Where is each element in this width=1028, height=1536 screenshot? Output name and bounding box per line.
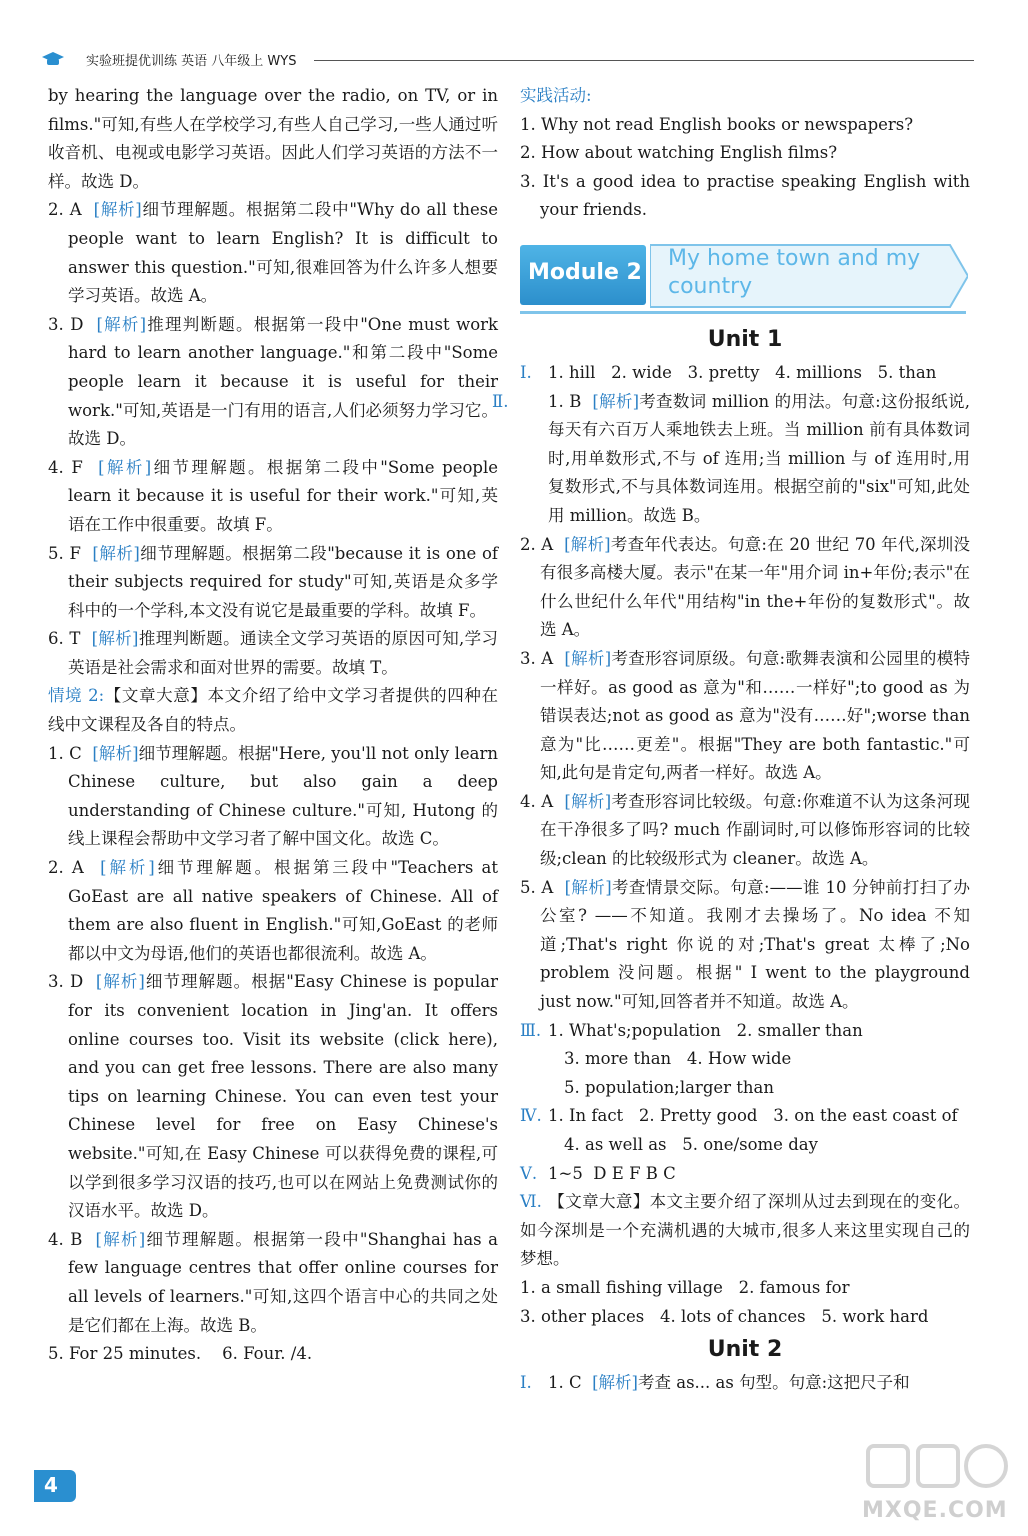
- watermark-logo-icon: [862, 1440, 1012, 1496]
- analysis-tag: [解析]: [592, 391, 640, 411]
- analysis-text: 考查形容词比较级。句意:你难道不认为这条河现在干净很多了吗? much 作副词时,可以修饰形容词的比较级;clean 的比较级形式为 cleaner。故选 A。: [540, 791, 971, 869]
- answer-number: 4. A: [520, 791, 554, 811]
- section-number: Ⅰ.: [520, 1373, 532, 1393]
- analysis-text: 细节理解题。根据第二段中"Some people learn it because it is useful for their work."可知,英语在工作中很重要。故填 F。: [68, 457, 498, 534]
- answer-item: [520, 531, 970, 645]
- analysis-text: 考查年代表达。句意:在 20 世纪 70 年代,深圳没有很多高楼大厦。表示"在某一年"用介词 in+年份;表示"在什么世纪什么年代"用结构"in the+年份的复数形式"。故选 A。: [540, 534, 971, 640]
- analysis-text: 细节理解题。根据"Here, you'll not only learn Chinese culture, but also gain a deep understanding of Chinese culture."可知, Hutong 的线上课程会帮助中文学习者了解中国文化。故选 C。: [68, 743, 498, 849]
- answer-number: 1. B: [548, 391, 582, 411]
- section-answers: 5. population;larger than: [564, 1077, 774, 1097]
- analysis-tag: [解析]: [95, 1229, 146, 1249]
- analysis-tag: [解析]: [564, 648, 612, 668]
- watermark-text: MXQE.COM: [862, 1498, 1008, 1523]
- section-answers: 3. more than 4. How wide: [564, 1049, 792, 1069]
- section-answers: 1. a small fishing village 2. famous for: [520, 1277, 850, 1297]
- analysis-text: 考查 as... as 句型。句意:这把尺子和: [638, 1373, 910, 1393]
- answer-item: [492, 388, 971, 531]
- analysis-text: 推理判断题。根据第一段中"One must work hard to learn another language."和第二段中"Some people learn it because it is useful for their work."可知,英语是一门有用的语言,人们必须努力学习它。故选 D。: [68, 314, 499, 449]
- section-answers: 1. What's;population 2. smaller than: [548, 1020, 863, 1040]
- answer-number: 3. D: [48, 972, 84, 992]
- answer-number: 2. A: [48, 858, 84, 878]
- answer-item: [520, 788, 970, 874]
- analysis-text: 考查形容词原级。句意:歌舞表演和公园里的模特一样好。as good as 意为"和……一样好";to good as 为错误表达;not as good as 意为"没有……好";worse than 意为"比……更差"。根据"They are both fantastic."可知,此句是肯定句,两者一样好。故选 A。: [540, 648, 971, 783]
- module-title: My home town and my country: [668, 245, 921, 299]
- section-answers: 1~5 D E F B C: [548, 1163, 676, 1183]
- answer-item: [48, 1226, 498, 1340]
- situation-text: 【文章大意】本文介绍了给中文学习者提供的四种在线中文课程及各自的特点。: [48, 686, 498, 735]
- analysis-text: 推理判断题。通读全文学习英语的原因可知,学习英语是社会需求和面对世界的需要。故填 T。: [68, 629, 499, 677]
- analysis-tag: [解析]: [91, 629, 139, 649]
- answer-number: 4. F: [48, 457, 83, 477]
- answer-item: [48, 625, 498, 682]
- answer-item: [48, 854, 498, 968]
- answer-text: 5. For 25 minutes. 6. Four. /4.: [48, 1344, 313, 1364]
- analysis-tag: [解析]: [564, 791, 612, 811]
- right-column: [492, 82, 971, 1398]
- module-underline: [520, 311, 966, 314]
- module-banner: [520, 239, 970, 317]
- page-header: [34, 42, 994, 72]
- answer-number: 5. F: [48, 543, 81, 563]
- analysis-tag: [解析]: [564, 877, 612, 897]
- answer-number: 4. B: [48, 1229, 83, 1249]
- answer-number: 3. A: [520, 648, 554, 668]
- activity-line: 1. Why not read English books or newspapers?: [520, 114, 914, 134]
- book-title: 实验班提优训练 英语 八年级上 WYS: [86, 54, 297, 69]
- header-rule: [314, 60, 974, 61]
- analysis-tag: [解析]: [92, 543, 140, 563]
- analysis-tag: [解析]: [95, 972, 145, 992]
- section-number: Ⅱ.: [492, 391, 509, 411]
- answer-item: [48, 968, 498, 1225]
- answer-item: [520, 874, 970, 1017]
- section-number: Ⅵ.: [520, 1192, 542, 1212]
- situation-label: 情境 2:: [48, 686, 105, 706]
- unit-heading: Unit 1: [707, 326, 783, 352]
- section-4: [520, 1102, 970, 1131]
- section-number: Ⅴ.: [520, 1163, 538, 1183]
- analysis-text: 细节理解题。根据第二段"because it is one of their subjects required for study"可知,英语是众多学科中的一个学科,本文没有说它是最重要的学科。故填 F。: [68, 543, 499, 620]
- section-6: [520, 1188, 970, 1274]
- article-summary: 【文章大意】本文主要介绍了深圳从过去到现在的变化。如今深圳是一个充满机遇的大城市,很多人来这里实现自己的梦想。: [520, 1192, 970, 1269]
- answer-item: [48, 740, 498, 854]
- analysis-text: 细节理解题。根据第一段中"Shanghai has a few language centres that offer online courses for all levels of learners."可知,这四个语言中心的共同之处是它们都在上海。故选 B。: [68, 1229, 499, 1335]
- analysis-tag: [解析]: [92, 743, 139, 763]
- analysis-tag: [解析]: [592, 1373, 638, 1393]
- answer-number: 6. T: [48, 629, 81, 649]
- section-answers: 1. In fact 2. Pretty good 3. on the east coast of: [548, 1106, 958, 1126]
- section-number: Ⅰ.: [520, 362, 532, 382]
- analysis-text: 考查数词 million 的用法。句意:这份报纸说,每天有六百万人乘地铁去上班。当 million 前有具体数词时,用单数形式,不与 of 连用;当 million 与 of 连用时,用复数形式,不与具体数词连用。根据空前的"six"可知,此处用 million。故选 B。: [548, 391, 971, 525]
- left-column: [48, 82, 498, 1369]
- answer-number: 2. A: [48, 200, 82, 220]
- activity-line: 2. How about watching English films?: [520, 143, 838, 163]
- answer-number: 5. A: [520, 877, 554, 897]
- answer-number: 3. D: [48, 314, 84, 334]
- section-answers: 3. other places 4. lots of chances 5. work hard: [520, 1306, 929, 1326]
- section-number: Ⅲ.: [520, 1020, 542, 1040]
- section-1: [520, 359, 970, 388]
- unit-heading: Unit 2: [707, 1337, 783, 1363]
- answer-number: 2. A: [520, 534, 554, 554]
- analysis-text: 考查情景交际。句意:——谁 10 分钟前打扫了办公室? ——不知道。我刚才去操场了。No idea 不知道;That's right 你说的对;That's great 太棒了;No problem 没问题。根据" I went to the playground just now."可知,回答者并不知道。故选 A。: [540, 877, 971, 1012]
- section-3: [520, 1017, 970, 1046]
- answer-item: [520, 645, 970, 788]
- answer-item: [520, 1369, 970, 1398]
- answer-item: [48, 454, 498, 540]
- analysis-tag: [解析]: [98, 457, 152, 477]
- answer-number: 1. C: [48, 743, 82, 763]
- answer-text: by hearing the language over the radio, on TV, or in films."可知,有些人在学校学习,有些人自己学习,一些人通过听收音机、电视或电影学习英语。因此人们学习英语的方法不一样。故选 D。: [48, 86, 498, 191]
- answer-number: 1. C: [548, 1373, 582, 1393]
- activity-line: 3. It's a good idea to practise speaking English with your friends.: [520, 171, 970, 220]
- analysis-text: 细节理解题。根据第二段中"Why do all these people want to learn English? It is difficult to answer this question."可知,很难回答为什么许多人想要学习英语。故选 A。: [68, 200, 499, 306]
- answer-item: [48, 540, 498, 626]
- section-5: [520, 1160, 970, 1189]
- graduation-cap-icon: [42, 52, 64, 66]
- module-label-box: [520, 245, 646, 305]
- analysis-tag: [解析]: [100, 858, 155, 878]
- module-label: Module 2: [528, 259, 642, 285]
- section-number: Ⅳ.: [520, 1106, 542, 1126]
- watermark: [862, 1440, 1012, 1530]
- analysis-tag: [解析]: [564, 534, 611, 554]
- analysis-tag: [解析]: [93, 200, 142, 220]
- page-number-badge: [34, 1470, 76, 1502]
- analysis-tag: [解析]: [96, 314, 147, 334]
- answer-item: [48, 196, 498, 310]
- section-answers: 1. hill 2. wide 3. pretty 4. millions 5. than: [548, 362, 937, 382]
- section-answers: 4. as well as 5. one/some day: [564, 1135, 818, 1154]
- answer-item: [48, 311, 498, 454]
- analysis-text: 细节理解题。根据"Easy Chinese is popular for its convenient location in Jing'an. It offers online courses too. Visit its website (click here), and you can get free lessons. There are also many tips on learning Chinese. You can even test your Chinese level for free on Easy Chinese's website."可知,在 Easy Chinese 可以获得免费的课程,可以学到很多学习汉语的技巧,也可以在网站上免费测试你的汉语水平。故选 D。: [68, 972, 498, 1221]
- analysis-text: 细节理解题。根据第三段中"Teachers at GoEast are all native speakers of Chinese. All of them are also fluent in English."可知,GoEast 的老师都以中文为母语,他们的英语也都很流利。故选 A。: [68, 858, 498, 963]
- activity-label: 实践活动:: [520, 86, 592, 105]
- page-number: 4: [44, 1473, 58, 1497]
- situation-paragraph: [48, 682, 498, 739]
